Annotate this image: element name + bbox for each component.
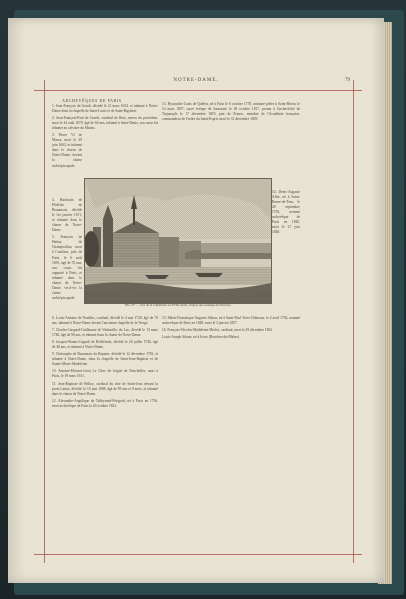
- entry-4: 4. Hardouin de Péréfixe de Beaumont, décédé le 1er janvier 1671, et inhumé dans le chœur de Notre-Dame.: [52, 198, 82, 233]
- entry-15: 15. Marie-Dominique-Auguste Sibour, né à Saint-Paul-Trois-Châteaux, le 4 avril 1792, nommé archevêque de Paris en 1848, mort le 3 janvier 1857.: [162, 316, 300, 326]
- entry-9: 9. Christophe de Beaumont du Repaire, décédé le 12 décembre 1781, et inhumé à Notre-Dame, dans la chapelle de Saint-Jean-Baptiste et de Sainte-Marie-Madeleine.: [52, 352, 158, 367]
- cathedral-engraving: [84, 178, 272, 304]
- page-number: 79: [345, 78, 350, 83]
- frame-rule-left: [44, 80, 45, 563]
- entry-16: 16. François-Nicolas-Madeleine Morlot, cardinal, mort le 29 décembre 1862.: [162, 328, 273, 333]
- entry-10: 10. Antoine-Eléonor-Léon Le Clerc de Juigné de Neuchelles, mort à Paris, le 19 mars 1811.: [52, 369, 158, 379]
- running-head: NOTRE-DAME.: [173, 78, 219, 83]
- entry-17: Louis-Joseph Sibour, né à Istres (Bouches-du-Rhône).: [162, 335, 240, 340]
- engraving-drawing: [85, 179, 271, 303]
- frame-rule-bottom: [34, 554, 362, 555]
- frame-rule-top: [34, 90, 362, 91]
- figure-caption: FIG. 27. — Vue de la Cathédrale au XVIIe siècle, d'après une estampe de Silvestre.: [124, 303, 232, 307]
- entry-5: 5. François de Harlay de Champvallon, mort à Conflans, près de Paris, le 6 août 1695, âgé de 70 ans, son corps fut rapporté à Paris, et inhumé dans le chœur de Notre-Dame, vis-à-vis la chaire archiépiscopale.: [52, 235, 82, 300]
- entry-6: 6. Louis-Antoine de Noailles, cardinal, décédé le 4 mai 1729, âgé de 78 ans, inhumé à Notre-Dame devant l'ancienne chapelle de la Vierge.: [52, 316, 158, 326]
- frame-rule-right: [353, 80, 354, 563]
- right-top-column: [162, 102, 300, 124]
- entry-12: 12. Alexandre-Angélique de Talleyrand-Périgord, né à Paris en 1736, mort archevêque de Paris le 20 octobre 1821.: [52, 398, 158, 408]
- entry-11: 11. Jean-Baptiste de Belloy, cardinal du titre de Saint-Jean devant la porte Latine, décédé, le 10 juin 1808, âgé de 99 ans et 9 mois, et inhumé dans le chœur de Notre-Dame.: [52, 381, 158, 396]
- entry-14: 14. Denis-Auguste Affre, né à Saint-Rome-de-Tarn, le 28 septembre 1793, nommé archevêque de Paris en 1840, mort le 27 juin 1848.: [272, 190, 300, 235]
- entry-7: 7. Charles-Gaspard-Guillaume de Vintimille, du Luc, décédé le 13 mars 1746, âgé de 90 ans, et inhumé dans le chœur de Notre-Dame.: [52, 328, 158, 338]
- left-column: [52, 104, 158, 171]
- entry-2: 2. Jean-François-Paul de Gondi, cardinal de Retz, neveu du précédent, mort le 24 août 1679, âgé de 66 ans, inhumé à Saint-Denis; son cœur fut inhumé au calvaire du Marais.: [52, 116, 158, 131]
- section-title: ARCHEVÊQUES DE PARIS: [62, 98, 122, 103]
- right-wrap-column: [272, 190, 300, 237]
- entry-13: 13. Hyacinthe-Louis de Quélen, né à Paris le 8 octobre 1778, ordonné prêtre à Saint-Brieuc le 14 mars 1807, sacré évêque de Samosate le 28 octobre 1817, promu à l'archevêché de Trajanople le 17 décembre 1819, pair de France, membre de l'Académie française, commandeur de l'ordre du Saint-Esprit, mort le 31 décembre 1839.: [162, 102, 300, 122]
- book-page: [8, 18, 384, 583]
- left-bottom-column: [52, 316, 158, 411]
- left-wrap-column: [52, 198, 82, 303]
- entry-3: 3. Pierre VI de Marca, mort le 29 juin 1662, et inhumé dans le chœur de Notre-Dame, devant la chaise archiépiscopale.: [52, 133, 82, 168]
- entry-8: 8. Jacques-Bonne-Gigault de Bellefonds, décédé le 20 juillet 1746, âgé de 48 ans, et inhumé à Notre-Dame.: [52, 340, 158, 350]
- entry-1: 1. Jean-François de Gondi, décédé le 21 mars 1654, et inhumé à Notre-Dame dans la chapelle de Saint-Louis et de Saint-Rigobert.: [52, 104, 158, 114]
- right-bottom-column: [162, 316, 300, 342]
